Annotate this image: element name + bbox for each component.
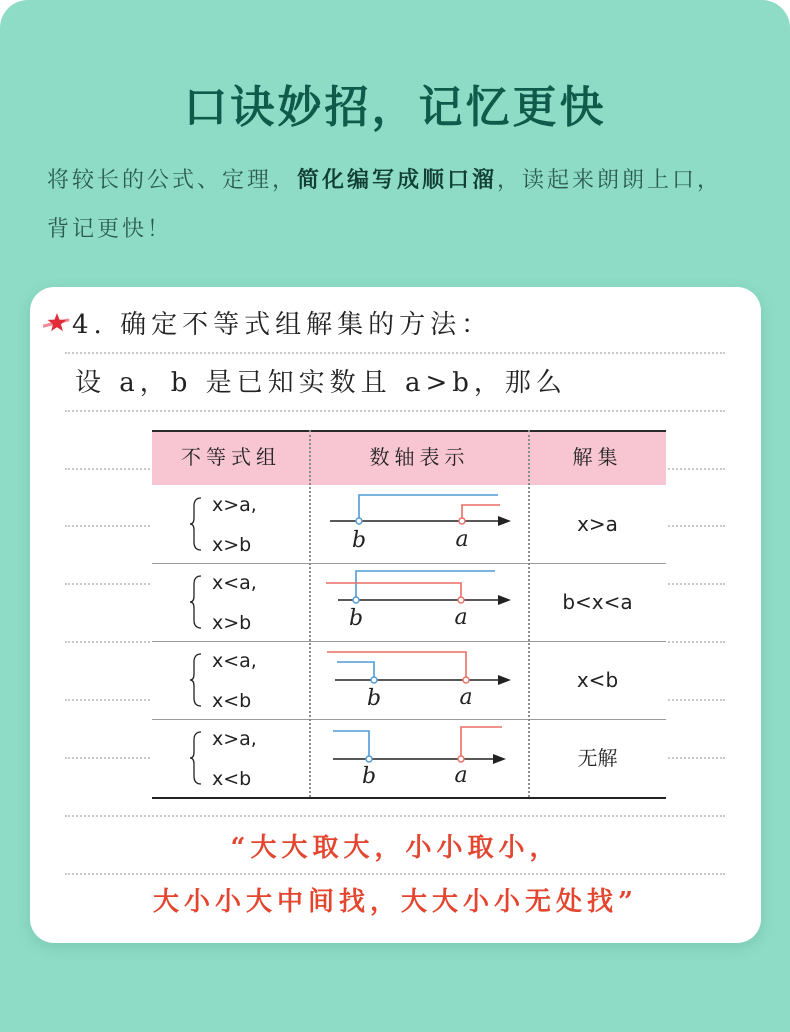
solution-set: 无解 [577,746,618,770]
column-divider [528,430,530,797]
axis-label-b: b [348,606,364,631]
range-line-blue [359,495,498,521]
range-line-red [326,583,461,600]
table-header-row [152,430,666,485]
intro-text-start: 将较长的公式、定理， [47,168,298,193]
axis-label-b: b [366,686,382,711]
brace-path [190,498,201,550]
column-divider [309,430,311,797]
inequality-1: x>a, [212,494,257,516]
notebook-card [30,287,761,943]
intro-highlight: 简化编写成顺口溜 [297,168,498,193]
notebook-rule [65,410,725,412]
brace-icon [189,652,203,708]
inequality-system [152,641,310,719]
axis-label-a: a [454,605,468,630]
axis-label-b: b [351,528,367,553]
intro-text-end: ，读起来朗朗上口， [497,168,723,193]
brace-icon [189,574,203,630]
number-line-diagram [310,563,529,641]
inequality-1: x>a, [212,728,257,750]
brace-path [190,576,201,628]
solution-table [152,430,666,799]
inequality-system [152,563,310,641]
range-line-red [327,652,466,680]
intro-line-2: 背记更快！ [47,217,173,242]
axis-label-a: a [454,763,468,788]
inequality-system [152,485,310,563]
solution-set: x<b [576,668,619,692]
notebook-rule [65,815,725,817]
page-title: 口诀妙招，记忆更快 [183,82,607,133]
number-line-diagram [310,719,529,797]
range-line-blue [356,571,495,600]
row-separator [152,563,666,564]
arrow-icon [498,595,511,605]
brace-icon [189,496,203,552]
mnemonic-line-1: “大大取大，小小取小， [230,833,561,863]
inequality-system [152,719,310,797]
arrow-icon [493,754,506,764]
row-separator [152,641,666,642]
point-b [366,756,372,762]
point-a [459,518,465,524]
header-cell-system: 不等式组 [181,445,281,469]
range-line-red [462,505,500,521]
point-a [458,756,464,762]
row-separator [152,719,666,720]
axis-label-a: a [455,527,469,552]
point-a [463,677,469,683]
inequality-2: x<b [212,690,252,712]
header-cell-number-line: 数轴表示 [369,445,470,469]
table-bottom-border [152,797,666,799]
table-row [152,641,666,719]
inequality-1: x<a, [212,572,257,594]
table-row [152,719,666,797]
axis-label-b: b [361,764,377,789]
point-b [356,518,362,524]
brace-path [190,654,201,706]
solution-set: x>a [577,512,618,536]
number-line-diagram [310,641,529,719]
number-line-diagram [310,485,529,563]
inequality-2: x>b [212,534,252,556]
section-heading: 4. 确定不等式组解集的方法： [72,310,493,340]
point-b [353,597,359,603]
arrow-icon [498,675,511,685]
notebook-rule [65,873,725,875]
point-b [371,677,377,683]
inequality-1: x<a, [212,650,257,672]
table-row [152,563,666,641]
brace-path [190,732,201,784]
inequality-2: x<b [212,768,252,790]
solution-set: b<x<a [562,590,633,614]
brace-icon [189,730,203,786]
range-line-red [461,727,502,759]
premise-text: 设 a，b 是已知实数且 a>b，那么 [75,368,567,398]
table-row [152,485,666,563]
intro-line-1 [47,166,722,196]
range-line-blue [333,731,369,759]
point-a [458,597,464,603]
arrow-icon [498,516,511,526]
range-line-blue [337,662,374,680]
inequality-2: x>b [212,612,252,634]
axis-label-a: a [459,685,473,710]
table-top-border [152,430,666,432]
header-cell-solution: 解集 [572,445,623,469]
star-icon [43,311,70,336]
mnemonic-line-2: 大小小大中间找，大大小小无处找” [153,887,638,917]
star-shape [47,313,66,331]
notebook-rule [65,352,725,354]
